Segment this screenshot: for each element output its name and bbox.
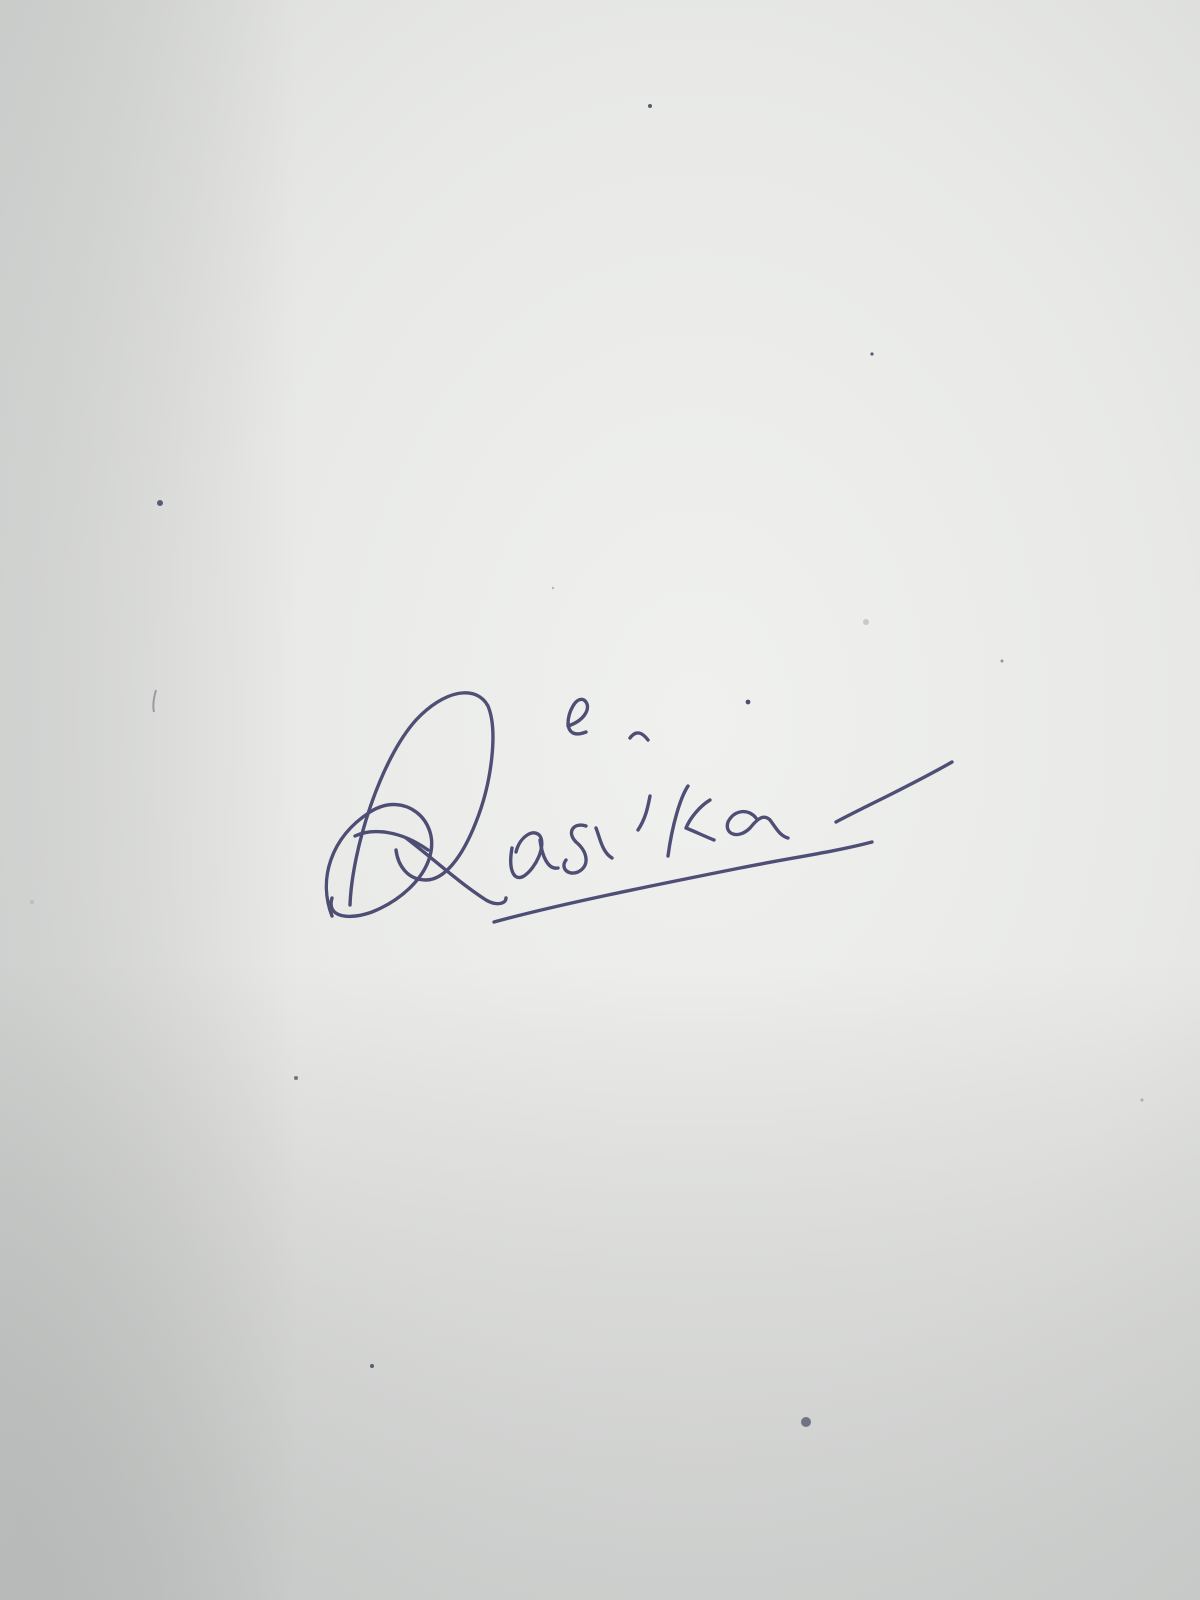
- speck: [370, 1364, 374, 1368]
- speck: [1141, 1099, 1144, 1102]
- speck: [294, 1076, 298, 1080]
- speck: [870, 352, 873, 355]
- speck: [552, 587, 554, 589]
- speck: [30, 900, 34, 904]
- speck: [863, 619, 869, 625]
- speck: [648, 104, 652, 108]
- speck: [1001, 660, 1004, 663]
- speck: [157, 500, 163, 506]
- speck: [801, 1417, 811, 1427]
- signature-dot: [746, 700, 751, 705]
